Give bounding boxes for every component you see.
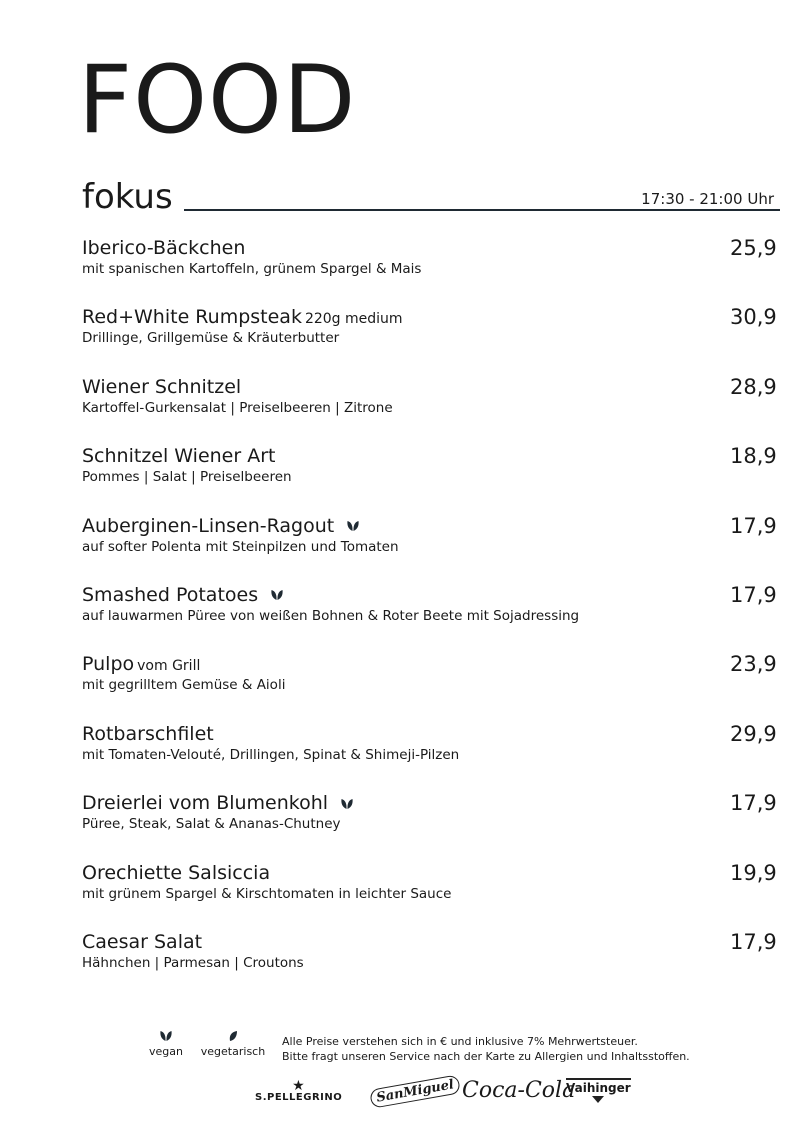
item-price: 28,9	[730, 374, 777, 399]
logo-vaihinger-text: Vaihinger	[566, 1081, 631, 1095]
item-name	[82, 514, 360, 538]
logo-san-miguel: SanMiguel	[369, 1074, 461, 1108]
menu-item	[82, 722, 782, 791]
menu-list	[82, 236, 782, 999]
item-description: Püree, Steak, Salat & Ananas-Chutney	[82, 816, 341, 833]
item-name-text: Caesar Salat	[82, 930, 203, 953]
item-description: Kartoffel-Gurkensalat | Preiselbeeren | Zitrone	[82, 399, 393, 416]
menu-item	[82, 236, 782, 305]
vegan-leaf-icon	[270, 588, 284, 602]
menu-item	[82, 861, 782, 930]
item-name	[82, 861, 270, 885]
section-name: fokus	[82, 177, 173, 217]
item-name	[82, 722, 214, 746]
section-divider	[184, 209, 780, 211]
item-name	[82, 791, 354, 815]
vegetarian-leaf-icon	[228, 1030, 238, 1042]
legend-vegan	[144, 1030, 188, 1058]
triangle-icon	[592, 1096, 604, 1103]
item-note: 220g medium	[304, 311, 403, 328]
item-name-text: Pulpo	[82, 653, 135, 676]
menu-item	[82, 514, 782, 583]
item-description: Hähnchen | Parmesan | Croutons	[82, 954, 304, 971]
allergen-note: Bitte fragt unseren Service nach der Karte zu Allergien und Inhaltsstoffen.	[282, 1050, 690, 1063]
star-icon: ★	[292, 1078, 306, 1094]
item-price: 17,9	[730, 929, 777, 954]
item-description: auf softer Polenta mit Steinpilzen und Tomaten	[82, 538, 399, 555]
item-name-text: Dreierlei vom Blumenkohl	[82, 792, 329, 815]
item-price: 19,9	[730, 860, 777, 885]
legend-vegan-label: vegan	[149, 1045, 183, 1058]
item-note: vom Grill	[137, 658, 201, 675]
item-description: mit grünem Spargel & Kirschtomaten in leichter Sauce	[82, 885, 452, 902]
item-name-text: Smashed Potatoes	[82, 583, 259, 606]
logo-s-pellegrino-text: S.PELLEGRINO	[255, 1092, 343, 1103]
logo-vaihinger	[566, 1078, 631, 1103]
item-description: auf lauwarmen Püree von weißen Bohnen & Roter Beete mit Sojadressing	[82, 607, 580, 624]
menu-item	[82, 444, 782, 513]
menu-item	[82, 652, 782, 721]
section-header	[82, 178, 780, 218]
footer	[140, 1030, 700, 1070]
item-price: 17,9	[730, 582, 777, 607]
item-name	[82, 583, 284, 607]
item-price: 17,9	[730, 513, 777, 538]
legend-vegetarian	[198, 1030, 268, 1058]
item-description: Drillinge, Grillgemüse & Kräuterbutter	[82, 330, 340, 347]
item-price: 30,9	[730, 305, 777, 330]
menu-item	[82, 791, 782, 860]
item-name-text: Auberginen-Linsen-Ragout	[82, 514, 335, 537]
logo-coca-cola: Coca-Cola	[462, 1078, 576, 1103]
item-name-text: Schnitzel Wiener Art	[82, 445, 276, 468]
item-description: mit spanischen Kartoffeln, grünem Spargel & Mais	[82, 261, 422, 277]
vegan-leaf-icon	[346, 519, 360, 533]
menu-item	[82, 375, 782, 444]
menu-item	[82, 583, 782, 652]
menu-item	[82, 305, 782, 374]
item-name	[82, 375, 241, 399]
item-price: 17,9	[730, 791, 777, 816]
price-note: Alle Preise verstehen sich in € und inklusive 7% Mehrwertsteuer.	[282, 1035, 638, 1048]
footer-notes	[282, 1034, 690, 1064]
item-price: 25,9	[730, 236, 777, 260]
item-name-text: Rotbarschfilet	[82, 722, 214, 745]
item-name-text: Orechiette Salsiccia	[82, 861, 271, 884]
item-price: 18,9	[730, 444, 777, 469]
legend-vegetarian-label: vegetarisch	[200, 1045, 266, 1058]
vegan-leaf-icon	[159, 1030, 173, 1042]
item-description: mit Tomaten-Velouté, Drillingen, Spinat & Shimeji-Pilzen	[82, 746, 460, 763]
item-name-text: Iberico-Bäckchen	[82, 237, 246, 259]
item-name-text: Red+White Rumpsteak	[82, 306, 302, 329]
item-name	[82, 444, 275, 468]
sponsor-logos	[240, 1074, 640, 1110]
item-name	[82, 236, 245, 260]
menu-item	[82, 930, 782, 999]
item-name	[82, 930, 202, 954]
service-time: 17:30 - 21:00 Uhr	[637, 190, 774, 208]
item-name	[82, 652, 200, 678]
logo-s-pellegrino	[255, 1080, 342, 1103]
item-price: 23,9	[730, 652, 777, 677]
item-price: 29,9	[730, 721, 777, 746]
item-name-text: Wiener Schnitzel	[82, 375, 242, 398]
item-description: mit gegrilltem Gemüse & Aioli	[82, 677, 286, 694]
page-title: FOOD	[78, 46, 357, 155]
vegan-leaf-icon	[340, 797, 354, 811]
item-description: Pommes | Salat | Preiselbeeren	[82, 469, 292, 486]
item-name	[82, 305, 403, 331]
